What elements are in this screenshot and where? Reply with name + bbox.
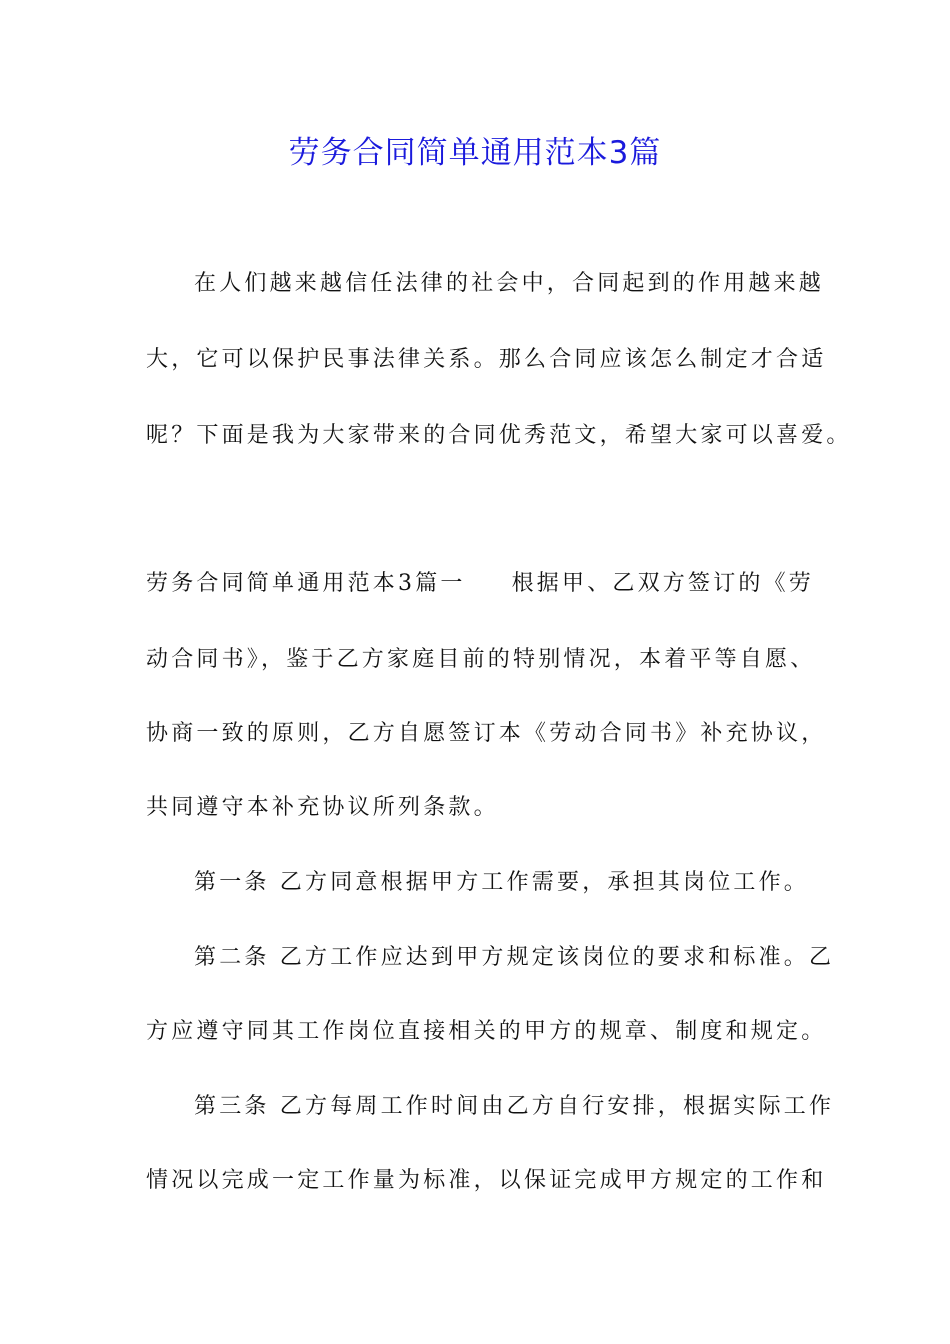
section-first-line-text: 根据甲、乙双方签订的《劳 [511, 571, 815, 596]
paragraph-line: 大，它可以保护民事法律关系。那么合同应该怎么制定才合适 [146, 347, 827, 372]
paragraph-line: 共同遵守本补充协议所列条款。 [146, 795, 499, 820]
paragraph-line: 呢？下面是我为大家带来的合同优秀范文，希望大家可以喜爱。 [146, 423, 852, 448]
section-first-line [146, 564, 816, 604]
section-heading: 劳务合同简单通用范本3篇一 [146, 571, 466, 596]
paragraph-line: 协商一致的原则，乙方自愿签订本《劳动合同书》补充协议， [146, 721, 827, 746]
paragraph-line: 情况以完成一定工作量为标准，以保证完成甲方规定的工作和 [146, 1168, 827, 1193]
clause-line: 第三条 乙方每周工作时间由乙方自行安排，根据实际工作 [194, 1094, 835, 1119]
document-title: 劳务合同简单通用范本3篇 [288, 135, 662, 171]
paragraph-line: 方应遵守同其工作岗位直接相关的甲方的规章、制度和规定。 [146, 1019, 827, 1044]
clause-line: 第二条 乙方工作应达到甲方规定该岗位的要求和标准。乙 [194, 945, 835, 970]
paragraph-line: 动合同书》，鉴于乙方家庭目前的特别情况，本着平等自愿、 [146, 647, 816, 672]
paragraph-line: 在人们越来越信任法律的社会中，合同起到的作用越来越 [194, 271, 825, 296]
clause-line: 第一条 乙方同意根据甲方工作需要，承担其岗位工作。 [194, 870, 809, 895]
